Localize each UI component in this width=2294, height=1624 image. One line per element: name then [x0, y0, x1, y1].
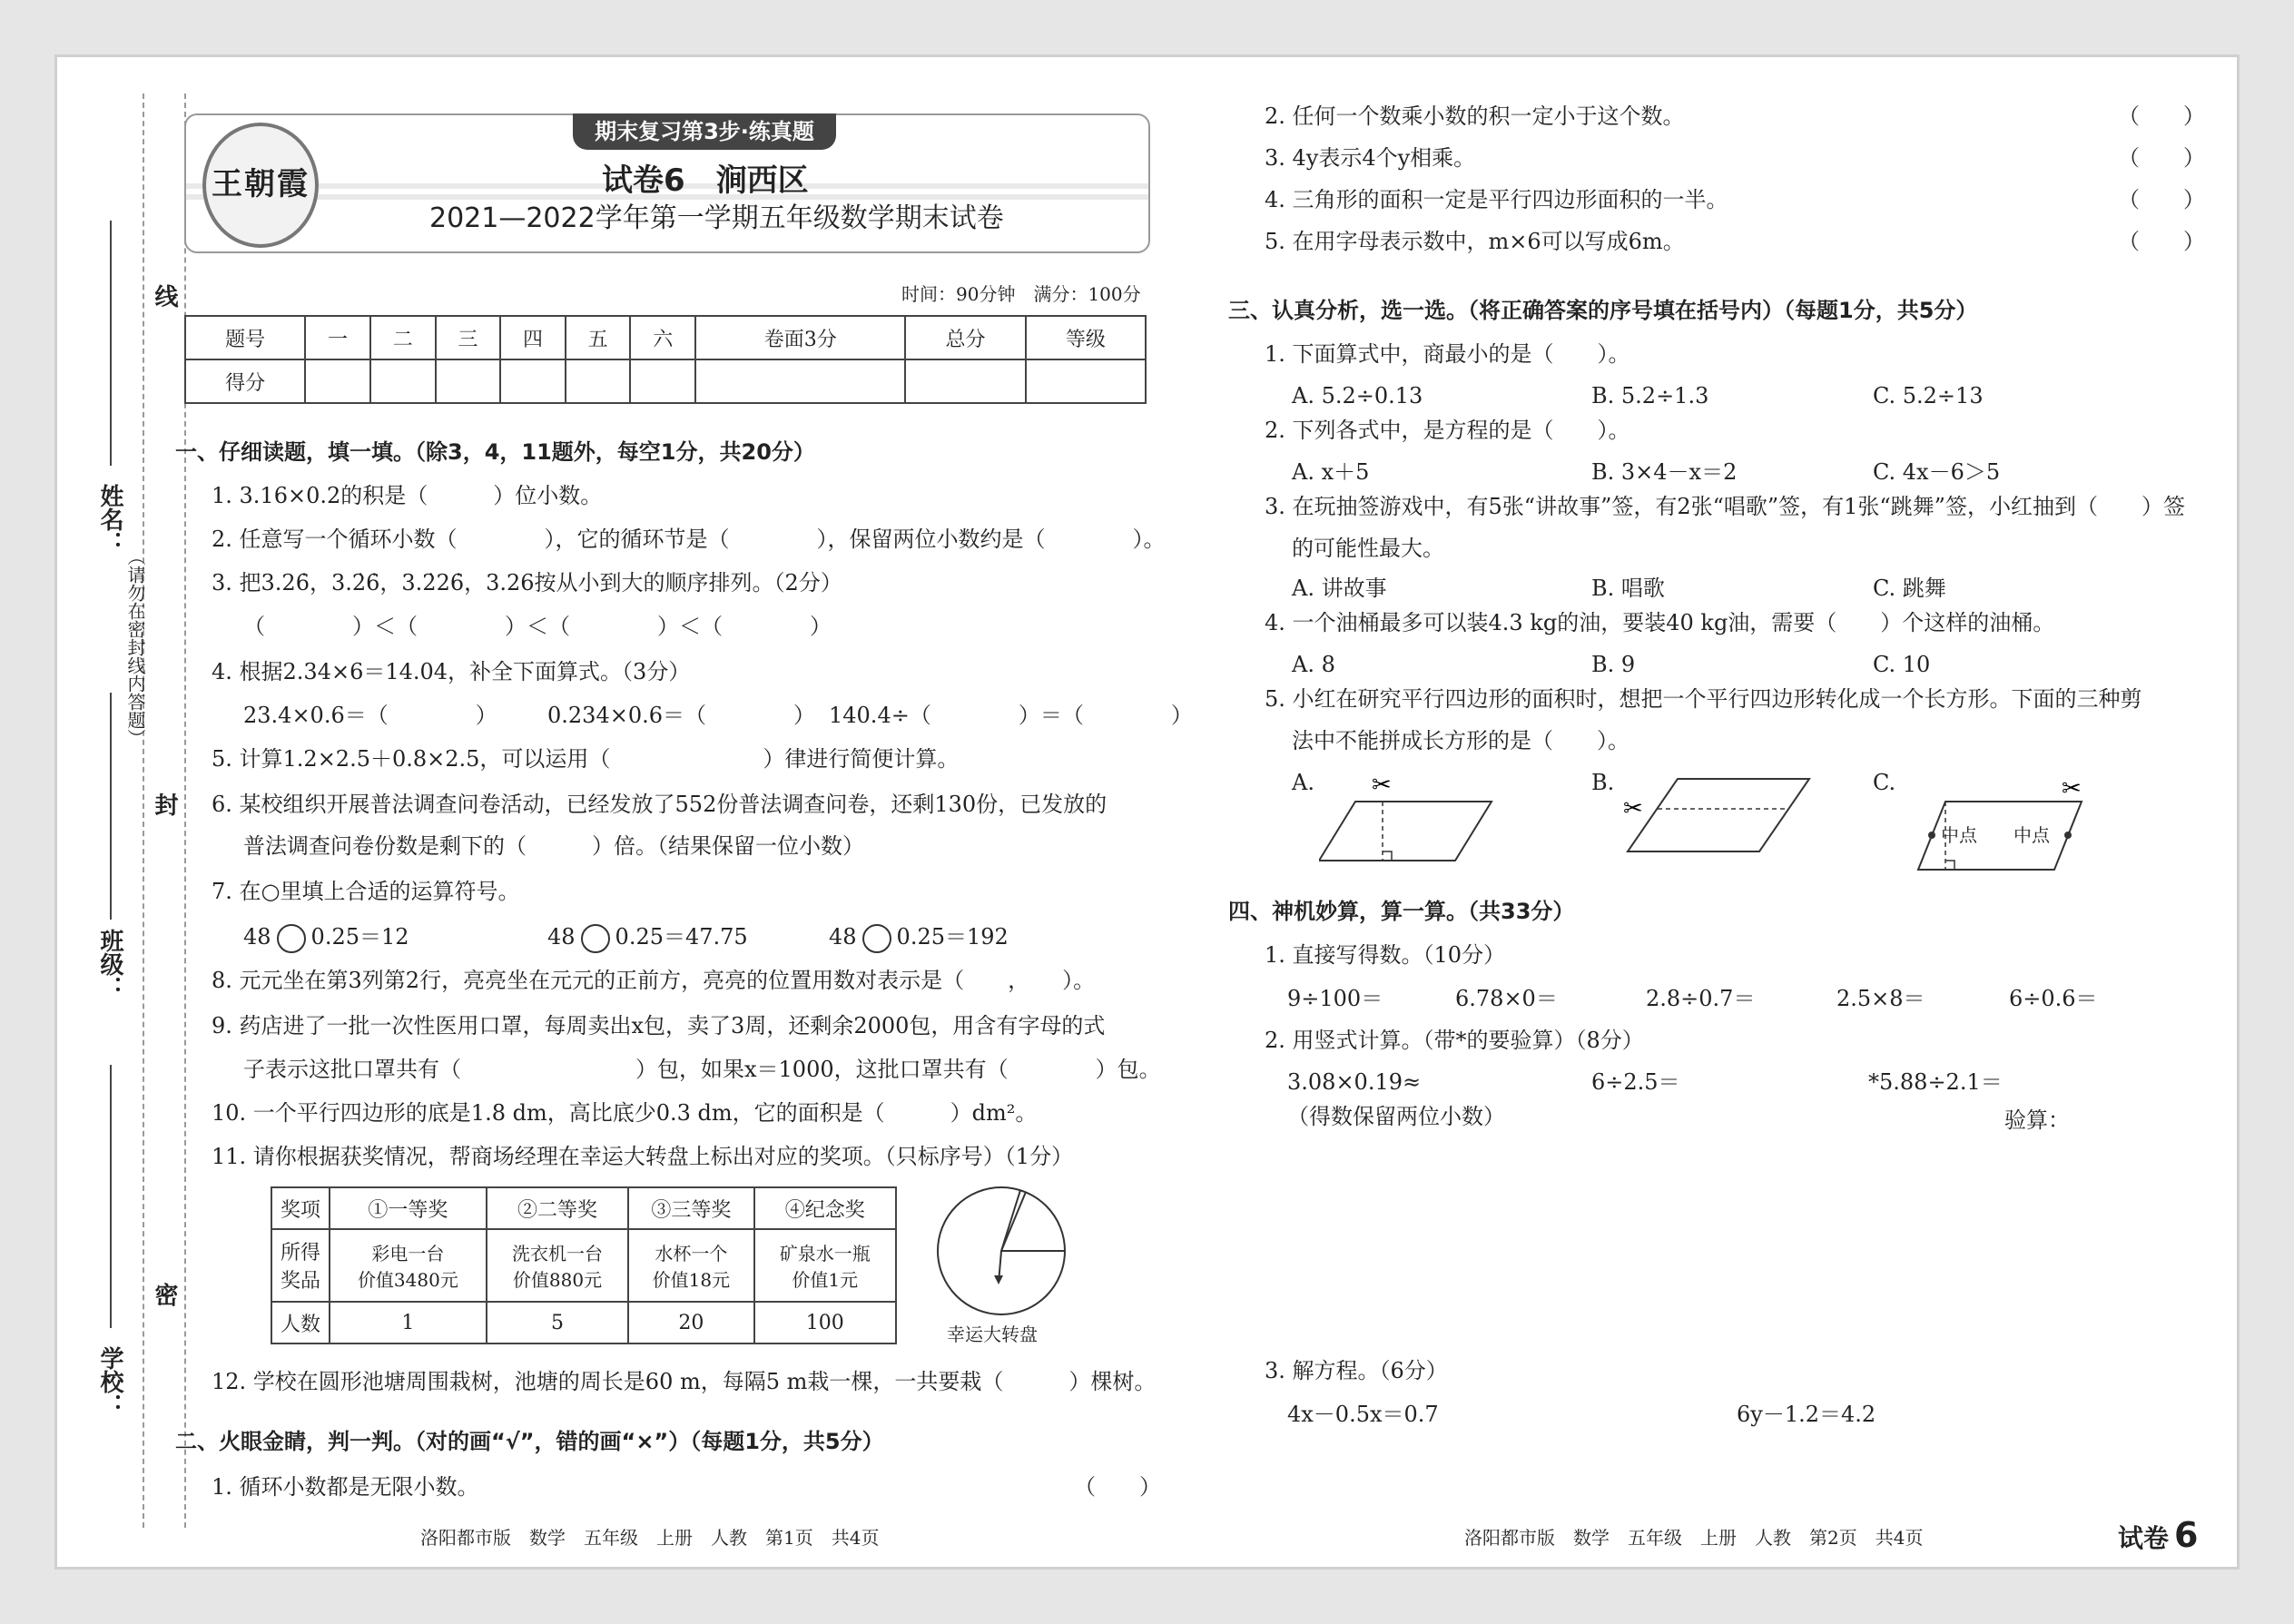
s4-q3-item[interactable]: 6y－1.2＝4.2	[1737, 1402, 1876, 1427]
lucky-wheel[interactable]	[933, 1183, 1069, 1319]
s3-q2-opt-a[interactable]: A. x＋5	[1292, 459, 1370, 485]
s1-q3-blanks: （ ）＜（ ）＜（ ）＜（ ）	[243, 614, 832, 639]
s4-q2-item[interactable]: *5.88÷2.1＝	[1868, 1069, 2003, 1095]
s4-q2-note: （得数保留两位小数）	[1287, 1104, 1505, 1129]
s3-q4-opt-a[interactable]: A. 8	[1292, 652, 1335, 677]
score-cell[interactable]	[905, 359, 1025, 403]
operator-circle[interactable]	[581, 924, 610, 953]
prize-count: 100	[754, 1302, 896, 1343]
s3-q1-opt-c[interactable]: C. 5.2÷13	[1873, 383, 1984, 408]
score-header: 六	[630, 316, 695, 359]
prize-item: 水杯一个 价值18元	[628, 1229, 753, 1302]
paper-badge-number: 6	[2174, 1515, 2199, 1555]
exam-subtitle: 2021—2022学年第一学期五年级数学期末试卷	[429, 202, 1004, 234]
s4-q1-item[interactable]: 2.5×8＝	[1836, 986, 1925, 1011]
score-cell[interactable]	[566, 359, 631, 403]
brand-logo	[202, 123, 319, 248]
name-field[interactable]	[110, 221, 112, 466]
score-header: 四	[500, 316, 566, 359]
s4-q3: 3. 解方程。（6分）	[1265, 1358, 1448, 1383]
s3-q2-opt-b[interactable]: B. 3×4－x＝2	[1591, 459, 1738, 485]
s4-q2-item[interactable]: 6÷2.5＝	[1591, 1069, 1680, 1095]
s3-q4-opt-b[interactable]: B. 9	[1591, 652, 1636, 677]
prize-header: ①一等奖	[330, 1187, 487, 1229]
section-4-title: 四、神机妙算，算一算。（共33分）	[1228, 899, 1575, 924]
section-3-title: 三、认真分析，选一选。（将正确答案的序号填在括号内）（每题1分，共5分）	[1228, 298, 1978, 323]
s1-q10: 10. 一个平行四边形的底是1.8 dm，高比底少0.3 dm，它的面积是（ ）dm²。	[212, 1100, 1038, 1126]
score-header: 三	[436, 316, 501, 359]
score-header: 卷面3分	[695, 316, 905, 359]
score-header: 题号	[185, 316, 305, 359]
s3-q3-opt-b[interactable]: B. 唱歌	[1591, 576, 1665, 601]
s1-q7b: 0.25＝47.75	[615, 924, 748, 950]
operator-circle[interactable]	[277, 924, 306, 953]
score-header: 五	[566, 316, 631, 359]
score-header: 二	[370, 316, 436, 359]
s3-q4: 4. 一个油桶最多可以装4.3 kg的油，要装40 kg油，需要（ ）个这样的油桶。	[1265, 610, 2055, 635]
scissors-icon: ✂	[1372, 772, 1392, 799]
score-row-label: 得分	[185, 359, 305, 403]
binding-secret-char: 密	[151, 1283, 178, 1306]
s1-q7-num: 48	[243, 924, 271, 950]
s1-q7-num: 48	[547, 924, 576, 950]
s3-q1-opt-a[interactable]: A. 5.2÷0.13	[1292, 383, 1423, 408]
binding-seal-char: 封	[151, 792, 178, 816]
s1-q9b: 子表示这批口罩共有（ ）包，如果x＝1000，这批口罩共有（ ）包。	[243, 1057, 1161, 1082]
parallelogram-a	[1319, 765, 1501, 865]
s1-q7: 7. 在○里填上合适的运算符号。	[212, 879, 520, 904]
s4-q2-item[interactable]: 3.08×0.19≈	[1287, 1069, 1422, 1095]
footer-right: 洛阳都市版 数学 五年级 上册 人教 第2页 共4页	[1464, 1527, 1924, 1549]
midpoint-label-left: 中点	[1941, 824, 1977, 846]
prize-count: 1	[330, 1302, 487, 1343]
footer-left: 洛阳都市版 数学 五年级 上册 人教 第1页 共4页	[420, 1527, 880, 1549]
score-cell[interactable]	[436, 359, 501, 403]
s2-item-3: 3. 4y表示4个y相乘。	[1265, 145, 1476, 171]
score-cell[interactable]	[695, 359, 905, 403]
s1-q7-num: 48	[829, 924, 857, 950]
prize-header: ④纪念奖	[754, 1187, 896, 1229]
s1-q7a-row	[243, 923, 409, 953]
s4-q1: 1. 直接写得数。（10分）	[1265, 942, 1506, 968]
parallelogram-b	[1623, 774, 1814, 856]
s4-q1-item[interactable]: 6÷0.6＝	[2009, 986, 2098, 1011]
prize-row-label: 所得奖品	[271, 1229, 330, 1302]
s3-q5-opt-b[interactable]: B.	[1591, 770, 1615, 795]
s1-q2: 2. 任意写一个循环小数（ ），它的循环节是（ ），保留两位小数约是（ ）。	[212, 527, 1166, 552]
binding-line-char: 线	[151, 284, 178, 308]
score-cell[interactable]	[305, 359, 370, 403]
s4-q3-item[interactable]: 4x－0.5x＝0.7	[1287, 1402, 1439, 1427]
s3-q3-opt-c[interactable]: C. 跳舞	[1873, 576, 1946, 601]
s1-q11: 11. 请你根据获奖情况，帮商场经理在幸运大转盘上标出对应的奖项。（只标序号）（1分）	[212, 1144, 1074, 1169]
s3-q2-opt-c[interactable]: C. 4x－6＞5	[1873, 459, 2001, 485]
wheel-label: 幸运大转盘	[947, 1324, 1038, 1345]
prize-item: 彩电一台 价值3480元	[330, 1229, 487, 1302]
prize-row-label: 人数	[271, 1302, 330, 1343]
section-1-title: 一、仔细读题，填一填。（除3，4，11题外，每空1分，共20分）	[175, 439, 815, 465]
s1-q6b: 普法调查问卷份数是剩下的（ ）倍。（结果保留一位小数）	[243, 833, 864, 859]
score-header: 一	[305, 316, 370, 359]
score-table	[184, 315, 1147, 404]
s4-q1-item[interactable]: 6.78×0＝	[1455, 986, 1558, 1011]
s1-q9: 9. 药店进了一批一次性医用口罩，每周卖出x包，卖了3周，还剩余2000包，用含有字母的式	[212, 1013, 1106, 1038]
s2-answer-paren[interactable]: （ ）	[2118, 103, 2205, 129]
class-label: 班级：	[96, 929, 123, 999]
binding-note: （请勿在密封线内答题）	[124, 547, 146, 747]
s1-q4c: 140.4÷（ ）＝（ ）	[829, 703, 1193, 728]
score-header: 等级	[1026, 316, 1146, 359]
s1-q6: 6. 某校组织开展普法调查问卷活动，已经发放了552份普法调查问卷，还剩130份，已发放的	[212, 792, 1108, 817]
name-label: 姓名：	[96, 484, 123, 555]
scissors-icon: ✂	[1623, 795, 1643, 822]
operator-circle[interactable]	[862, 924, 891, 953]
exam-sheet	[54, 54, 2240, 1570]
paper-badge	[2118, 1517, 2198, 1557]
school-field[interactable]	[110, 1065, 112, 1328]
section-2-title: 二、火眼金睛，判一判。（对的画“√”，错的画“×”）（每题1分，共5分）	[175, 1429, 884, 1454]
prize-item: 矿泉水一瓶 价值1元	[754, 1229, 896, 1302]
s3-q2: 2. 下列各式中，是方程的是（ ）。	[1265, 418, 1630, 443]
prize-count: 5	[487, 1302, 628, 1343]
s2-item-4: 4. 三角形的面积一定是平行四边形面积的一半。	[1265, 187, 1728, 212]
score-cell[interactable]	[370, 359, 436, 403]
binding-dashed-line-2	[184, 94, 186, 1528]
prize-item: 洗衣机一台 价值880元	[487, 1229, 628, 1302]
score-header: 总分	[905, 316, 1025, 359]
exam-title: 试卷6 涧西区	[602, 162, 809, 199]
s2-answer-paren[interactable]: （ ）	[2118, 187, 2205, 212]
vertical-calc-work-area[interactable]	[1287, 1147, 2104, 1328]
scissors-icon: ✂	[2062, 775, 2082, 802]
s1-q7a: 0.25＝12	[310, 924, 409, 950]
s2-answer-paren[interactable]: （ ）	[2118, 229, 2205, 254]
s3-q3: 3. 在玩抽签游戏中，有5张“讲故事”签，有2张“唱歌”签，有1张“跳舞”签，小红抽到（ ）签	[1265, 494, 2185, 519]
prize-header: ③三等奖	[628, 1187, 753, 1229]
s1-q7c: 0.25＝192	[896, 924, 1009, 950]
logo-text: 王朝霞	[212, 166, 310, 202]
s1-q1: 1. 3.16×0.2的积是（ ）位小数。	[212, 483, 603, 508]
s2-item-1: 1. 循环小数都是无限小数。	[212, 1474, 479, 1500]
s3-q5: 5. 小红在研究平行四边形的面积时，想把一个平行四边形转化成一个长方形。下面的三种剪	[1265, 686, 2142, 712]
s1-q4b: 0.234×0.6＝（ ）	[547, 703, 815, 728]
s3-q3-opt-a[interactable]: A. 讲故事	[1292, 576, 1387, 601]
prize-count: 20	[628, 1302, 753, 1343]
prize-table	[271, 1186, 897, 1344]
class-field[interactable]	[110, 693, 112, 920]
s2-item-5: 5. 在用字母表示数中，m×6可以写成6m。	[1265, 229, 1685, 254]
s3-q5-opt-c[interactable]: C.	[1873, 770, 1896, 795]
s1-q8: 8. 元元坐在第3列第2行，亮亮坐在元元的正前方，亮亮的位置用数对表示是（ ， ）。	[212, 968, 1096, 993]
s2-answer-paren[interactable]: （ ）	[1074, 1474, 1161, 1500]
time-score-meta: 时间：90分钟 满分：100分	[901, 283, 1141, 305]
s1-q4: 4. 根据2.34×6＝14.04，补全下面算式。（3分）	[212, 659, 691, 684]
s3-q1: 1. 下面算式中，商最小的是（ ）。	[1265, 341, 1630, 367]
s1-q7b-row	[547, 923, 748, 953]
s3-q5-opt-a[interactable]: A.	[1292, 770, 1314, 795]
s2-item-2: 2. 任何一个数乘小数的积一定小于这个数。	[1265, 103, 1685, 129]
paper-badge-label: 试卷	[2118, 1523, 2170, 1553]
s3-q5b: 法中不能拼成长方形的是（ ）。	[1292, 728, 1629, 753]
s1-q12: 12. 学校在圆形池塘周围栽树，池塘的周长是60 m，每隔5 m栽一棵，一共要栽（ ）棵树。	[212, 1369, 1157, 1394]
prize-header: 奖项	[271, 1187, 330, 1229]
score-cell[interactable]	[1026, 359, 1146, 403]
s2-answer-paren[interactable]: （ ）	[2118, 145, 2205, 171]
review-step-tag: 期末复习第3步·练真题	[573, 113, 836, 150]
s3-q1-opt-b[interactable]: B. 5.2÷1.3	[1591, 383, 1709, 408]
parallelogram-c	[1900, 774, 2095, 883]
school-label: 学校：	[96, 1346, 123, 1417]
midpoint-label-right: 中点	[2013, 824, 2050, 846]
s1-q7c-row	[829, 923, 1009, 953]
score-cell[interactable]	[630, 359, 695, 403]
s1-q5: 5. 计算1.2×2.5＋0.8×2.5，可以运用（ ）律进行简便计算。	[212, 746, 960, 772]
s4-q2: 2. 用竖式计算。（带*的要验算）（8分）	[1265, 1028, 1644, 1053]
s1-q3: 3. 把3.26̇，3.2̇6̇，3.2̇26̇，3.26按从小到大的顺序排列。（2分）	[212, 570, 842, 595]
prize-header: ②二等奖	[487, 1187, 628, 1229]
binding-dashed-line	[143, 94, 144, 1528]
s3-q4-opt-c[interactable]: C. 10	[1873, 652, 1931, 677]
s4-q1-item[interactable]: 2.8÷0.7＝	[1646, 986, 1756, 1011]
s1-q4a: 23.4×0.6＝（ ）	[243, 703, 497, 728]
score-cell[interactable]	[500, 359, 566, 403]
s4-q2-check-label: 验算：	[2004, 1107, 2070, 1133]
s4-q1-item[interactable]: 9÷100＝	[1287, 986, 1383, 1011]
s3-q3b: 的可能性最大。	[1292, 536, 1444, 561]
